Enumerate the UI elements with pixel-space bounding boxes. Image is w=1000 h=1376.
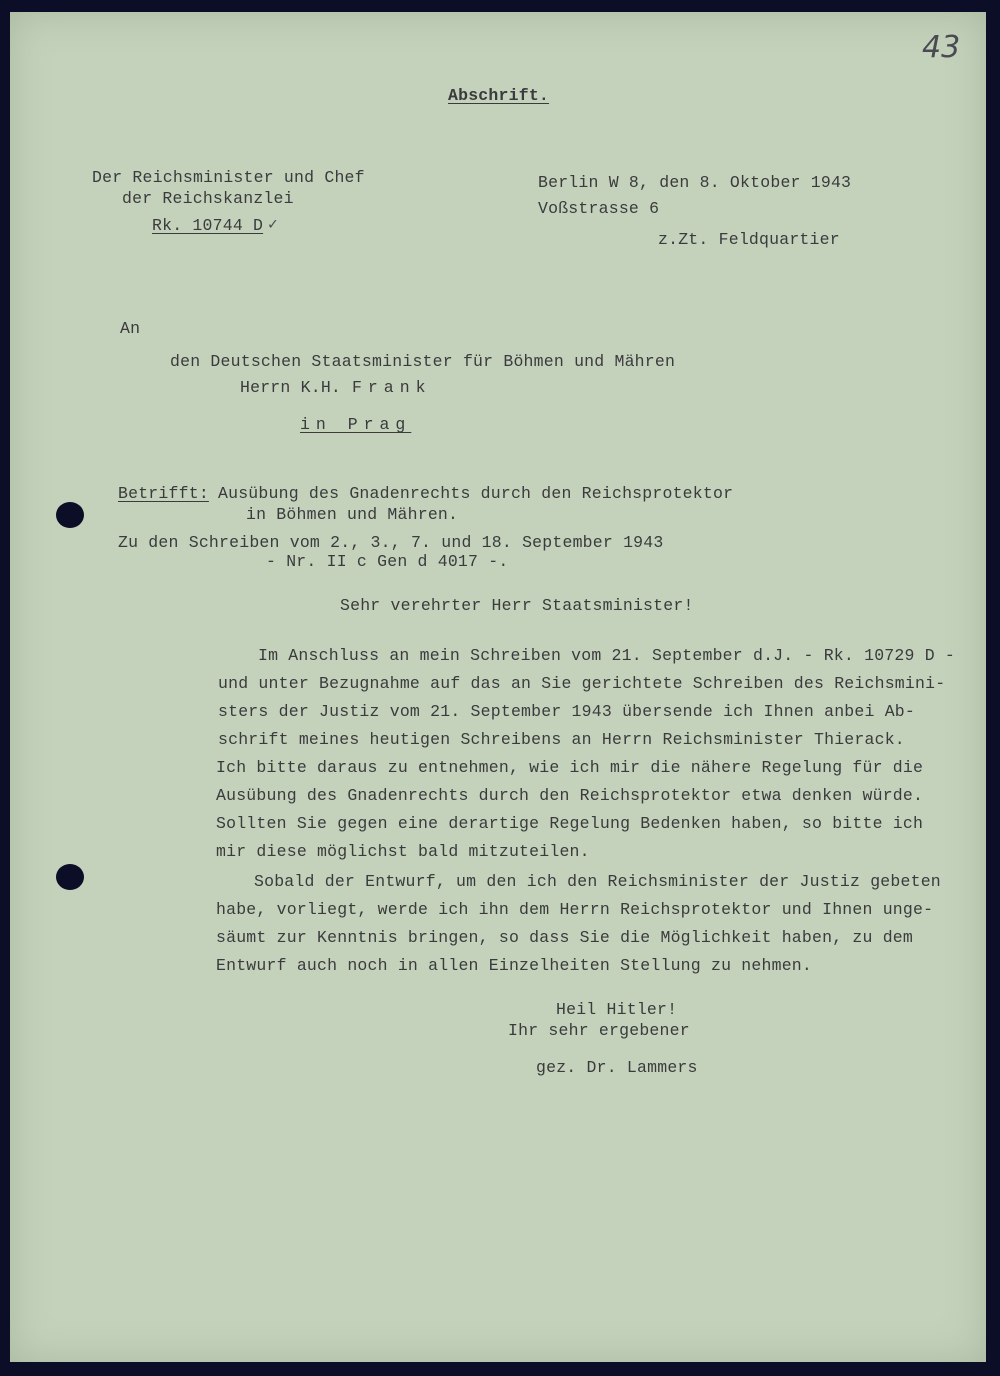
sender-reference: Rk. 10744 D xyxy=(152,216,264,235)
closing-line-1: Heil Hitler! xyxy=(556,1000,678,1019)
closing-line-2: Ihr sehr ergebener xyxy=(508,1021,690,1040)
subject-line-1: Ausübung des Gnadenrechts durch den Reichsprotektor xyxy=(218,484,734,503)
place-date-line-2: Voßstrasse 6 xyxy=(538,199,660,218)
recipient-name: Frank xyxy=(352,378,432,397)
sender-line-1: Der Reichsminister und Chef xyxy=(92,168,365,187)
body-line: habe, vorliegt, werde ich ihn dem Herrn Reichsprotektor und Ihnen unge- xyxy=(216,900,934,919)
body-line: Sobald der Entwurf, um den ich den Reichsminister der Justiz gebeten xyxy=(254,872,941,891)
subject-line-2: in Böhmen und Mähren. xyxy=(246,505,459,524)
document-title: Abschrift. xyxy=(448,86,550,105)
body-line: Ausübung des Gnadenrechts durch den Reichsprotektor etwa denken würde. xyxy=(216,786,924,805)
recipient-city: in Prag xyxy=(300,415,412,434)
body-line: sters der Justiz vom 21. September 1943 übersende ich Ihnen anbei Ab- xyxy=(218,702,916,721)
body-line: schrift meines heutigen Schreibens an Herrn Reichsminister Thierack. xyxy=(218,730,905,749)
body-line: Entwurf auch noch in allen Einzelheiten Stellung zu nehmen. xyxy=(216,956,812,975)
punch-hole-top xyxy=(56,502,84,528)
recipient-line-2-prefix: Herrn K.H. xyxy=(240,378,342,397)
body-line: säumt zur Kenntnis bringen, so dass Sie die Möglichkeit haben, zu dem xyxy=(216,928,914,947)
punch-hole-bottom xyxy=(56,864,84,890)
body-line: Ich bitte daraus zu entnehmen, wie ich mir die nähere Regelung für die xyxy=(216,758,924,777)
recipient-salutation: An xyxy=(120,319,141,338)
checkmark-icon: ✓ xyxy=(268,216,278,234)
body-line: mir diese möglichst bald mitzuteilen. xyxy=(216,842,590,861)
sender-line-2: der Reichskanzlei xyxy=(122,189,294,208)
subject-reference-line-2: - Nr. II c Gen d 4017 -. xyxy=(266,552,509,571)
body-line: Sollten Sie gegen eine derartige Regelung Bedenken haben, so bitte ich xyxy=(216,814,924,833)
subject-reference-line-1: Zu den Schreiben vom 2., 3., 7. und 18. September 1943 xyxy=(118,533,664,552)
page-number: 43 xyxy=(922,30,961,65)
body-line: Im Anschluss an mein Schreiben vom 21. September d.J. - Rk. 10729 D - xyxy=(258,646,956,665)
signature: gez. Dr. Lammers xyxy=(536,1058,698,1077)
place-date-line-1: Berlin W 8, den 8. Oktober 1943 xyxy=(538,173,852,192)
subject-label: Betrifft: xyxy=(118,484,209,503)
body-line: und unter Bezugnahme auf das an Sie gerichtete Schreiben des Reichsmini- xyxy=(218,674,946,693)
recipient-line-1: den Deutschen Staatsminister für Böhmen und Mähren xyxy=(170,352,676,371)
place-date-line-3: z.Zt. Feldquartier xyxy=(658,230,840,249)
letter-greeting: Sehr verehrter Herr Staatsminister! xyxy=(340,596,694,615)
